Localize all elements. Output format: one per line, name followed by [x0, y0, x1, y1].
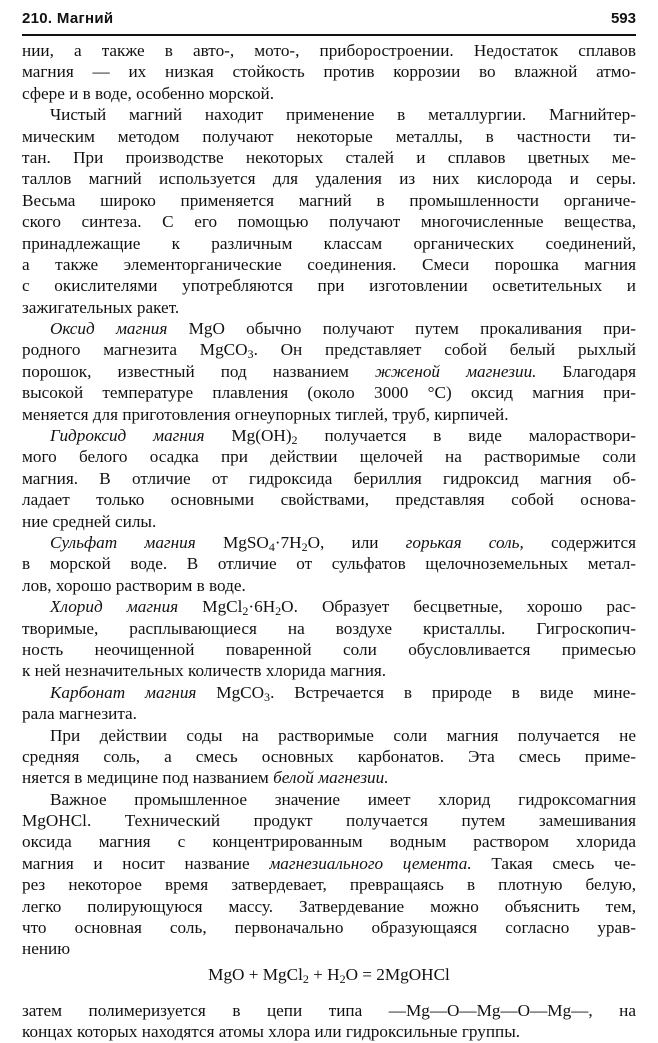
- text-line: [22, 575, 636, 596]
- text-run: принадлежащие к различным классам органических соединений,: [22, 233, 636, 253]
- text-run: ского синтеза. С его помощью получают многочисленные вещества,: [22, 212, 636, 232]
- text-run: Чистый магний находит применение в металлургии. Магнийтер-: [50, 105, 636, 125]
- italic-term: Гидроксид магния: [50, 426, 205, 446]
- text-line: [22, 553, 636, 574]
- subscript: 4: [268, 539, 275, 554]
- text-line: [22, 896, 636, 917]
- text-line: [22, 446, 636, 467]
- text-line: [22, 938, 636, 959]
- text-line: [22, 874, 636, 895]
- text-run: . Он представляет собой белый рыхлый: [253, 340, 636, 360]
- italic-term: Сульфат магния: [50, 532, 196, 552]
- text-line: [22, 810, 636, 831]
- text-line: [22, 168, 636, 189]
- section-title: 210. Магний: [22, 10, 114, 27]
- text-run: зажигательных ракет.: [22, 297, 180, 317]
- text-run: творимые, расплывающиеся на воздухе кристаллы. Гигроскопич-: [22, 618, 636, 638]
- text-run: оксида магния с концентрированным водным раствором хлорида: [22, 832, 636, 852]
- text-run: мическим методом получают некоторые металлы, в частности ти-: [22, 126, 636, 146]
- text-line: [22, 746, 636, 767]
- text-run: затем полимеризуется в цепи типа —Mg—O—Mg—O—Mg—, на: [22, 1000, 636, 1020]
- text-line: [22, 831, 636, 852]
- text-line: [22, 789, 636, 810]
- equation-spacer: [22, 990, 636, 1000]
- italic-term: магнезиального цемента.: [269, 853, 472, 873]
- text-line: [22, 190, 636, 211]
- para-sulfate: [22, 532, 636, 596]
- para-pure-magnesium: [22, 104, 636, 318]
- subscript: 2: [242, 604, 249, 618]
- italic-term: Оксид магния: [50, 319, 168, 339]
- text-line: [22, 254, 636, 275]
- text-line: [22, 725, 636, 746]
- text-run: ·7H: [274, 532, 302, 552]
- subscript: 2: [302, 971, 309, 986]
- text-run: MgCO: [196, 682, 265, 702]
- text-run: высокой температуре плавления (около 3000 °С) оксид магния при-: [22, 383, 636, 403]
- text-run: лов, хорошо растворим в воде.: [22, 575, 246, 595]
- italic-term: жженой магнезии.: [374, 361, 537, 381]
- text-line: [22, 703, 636, 724]
- text-run: а также элементорганические соединения. Смеси порошка магния: [22, 254, 636, 274]
- text-run: Mg(OH): [204, 426, 292, 446]
- text-line: [22, 61, 636, 82]
- italic-term: горькая соль,: [405, 532, 524, 552]
- text-run: рала магнезита.: [22, 704, 137, 724]
- text-run: Важное промышленное значение имеет хлорид гидроксомагния: [50, 789, 636, 809]
- text-run: MgOHCl. Технический продукт получается путем замешивания: [22, 811, 636, 831]
- text-run: таллов магний используется для удаления из них кислорода и серы.: [22, 169, 636, 189]
- subscript: 2: [339, 971, 346, 986]
- text-run: При действии соды на растворимые соли магния получается не: [50, 725, 636, 745]
- text-run: родного магнезита MgCO: [22, 340, 248, 360]
- text-run: ние средней силы.: [22, 511, 157, 531]
- text-run: O. Образует бесцветные, хорошо рас-: [281, 597, 636, 617]
- subscript: 2: [301, 539, 308, 554]
- text-line: [22, 511, 636, 532]
- para-chloride: [22, 596, 636, 682]
- text-run: MgCl: [178, 597, 243, 617]
- para-soda: [22, 725, 636, 789]
- subscript: 3: [264, 689, 271, 704]
- text-line: [22, 40, 636, 61]
- text-run: нии, а также в авто-, мото-, приборостроении. Недостаток сплавов: [22, 41, 636, 60]
- text-run: средняя соль, а смесь основных карбонатов. Эта смесь приме-: [22, 746, 636, 766]
- text-line: [22, 1021, 636, 1042]
- text-run: легко полирующуюся массу. Затвердевание можно объяснить тем,: [22, 896, 636, 916]
- text-run: сфере и в воде, особенно морской.: [22, 83, 275, 103]
- text-line: [22, 618, 636, 639]
- italic-term: Карбонат магния: [50, 682, 197, 702]
- header-rule: [22, 34, 636, 36]
- text-run: с окислителями употребляются при изготовлении осветительных и: [22, 276, 636, 296]
- text-run: MgO + MgCl: [208, 964, 303, 984]
- text-run: MgSO: [195, 532, 269, 552]
- italic-term: белой магнезии.: [273, 768, 389, 788]
- chemical-equation: [22, 960, 636, 990]
- italic-term: Хлорид магния: [50, 597, 179, 617]
- para-oxide: [22, 318, 636, 425]
- text-run: тан. При производстве некоторых сталей и сплавов цветных ме-: [22, 147, 636, 167]
- text-run: Благодаря: [536, 361, 636, 381]
- body-text: [22, 40, 636, 1043]
- text-run: Такая смесь че-: [471, 853, 636, 873]
- text-run: ладает только основными свойствами, представляя собой основа-: [22, 490, 636, 510]
- text-line: [22, 596, 636, 617]
- text-line: [22, 639, 636, 660]
- text-run: получается в виде малораствори-: [297, 426, 636, 446]
- text-line: [22, 382, 636, 403]
- text-run: порошок, известный под названием: [22, 361, 375, 381]
- para-hydroxochloride: [22, 789, 636, 960]
- text-run: что основная соль, первоначально образующаяся согласно урав-: [22, 918, 636, 938]
- text-run: . Встречается в природе в виде мине-: [270, 682, 636, 702]
- text-run: мого белого осадка при действии щелочей на растворимые соли: [22, 447, 636, 467]
- text-line: [22, 83, 636, 104]
- text-line: [22, 532, 636, 553]
- text-line: [22, 468, 636, 489]
- subscript: 2: [291, 433, 298, 447]
- subscript: 2: [275, 604, 282, 618]
- text-line: [22, 275, 636, 296]
- subscript: 3: [247, 347, 254, 361]
- text-run: + H: [308, 964, 340, 984]
- text-line: [22, 404, 636, 425]
- text-line: [22, 660, 636, 681]
- text-line: [22, 767, 636, 788]
- text-run: к ней незначительных количеств хлорида магния.: [22, 661, 387, 681]
- para-alloys: [22, 40, 636, 104]
- text-line: [22, 682, 636, 703]
- text-run: магния. В отличие от гидроксида бериллия гидроксид магния об-: [22, 468, 636, 488]
- text-line: [22, 853, 636, 874]
- text-run: концах которых находятся атомы хлора или гидроксильные группы.: [22, 1022, 521, 1042]
- text-line: [22, 339, 636, 360]
- text-run: магния и носит название: [22, 853, 270, 873]
- text-run: меняется для приготовления огнеупорных тиглей, труб, кирпичей.: [22, 404, 509, 424]
- text-run: рез некоторое время затвердевает, превращаясь в плотную белую,: [22, 875, 636, 895]
- text-run: O = 2MgOHCl: [345, 964, 450, 984]
- text-line: [22, 361, 636, 382]
- running-head: [22, 8, 636, 32]
- text-run: в морской воде. В отличие от сульфатов щелочноземельных метал-: [22, 554, 636, 574]
- text-run: магния — их низкая стойкость против коррозии во влажной атмо-: [22, 62, 636, 82]
- text-line: [22, 233, 636, 254]
- text-run: Весьма широко применяется магний в промышленности органиче-: [22, 190, 636, 210]
- text-run: нению: [22, 939, 71, 959]
- page-number: 593: [610, 10, 636, 27]
- text-run: MgO обычно получают путем прокаливания при-: [167, 319, 636, 339]
- text-run: содержится: [523, 532, 636, 552]
- text-run: ·6H: [248, 597, 276, 617]
- text-line: [22, 489, 636, 510]
- text-line: [22, 297, 636, 318]
- text-line: [22, 104, 636, 125]
- text-line: [22, 147, 636, 168]
- text-line: [22, 211, 636, 232]
- text-line: [22, 318, 636, 339]
- text-run: O, или: [307, 532, 406, 552]
- text-line: [22, 126, 636, 147]
- text-run: няется в медицине под названием: [22, 768, 274, 788]
- text-line: [22, 425, 636, 446]
- text-line: [22, 1000, 636, 1021]
- para-carbonate: [22, 682, 636, 725]
- text-run: ность неочищенной поваренной соли обусловливается примесью: [22, 639, 636, 659]
- text-line: [22, 917, 636, 938]
- para-polymerization: [22, 1000, 636, 1043]
- para-hydroxide: [22, 425, 636, 532]
